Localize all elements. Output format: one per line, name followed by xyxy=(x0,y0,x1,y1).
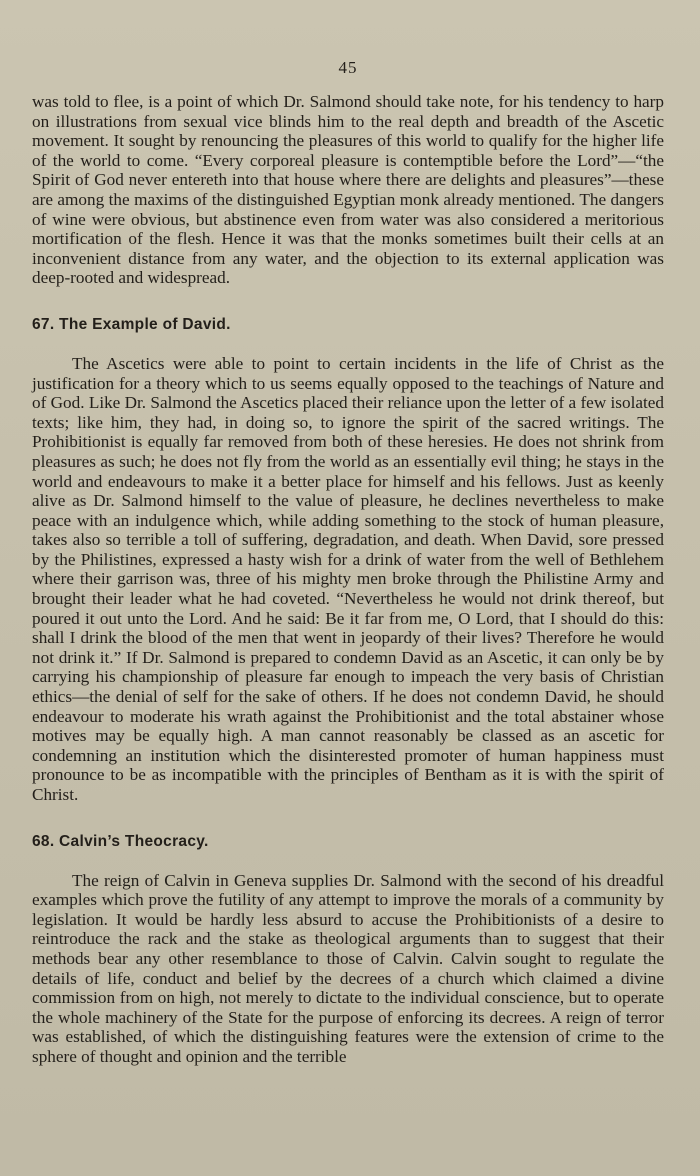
paragraph-continuation: was told to flee, is a point of which Dr. Salmond should take note, for his tendency to harp on illustrations from sexual vice blinds him to the real depth and breadth of the Ascetic movement. It sought by renouncing the pleasures of this world to qualify for the higher life of the world to come. “Every corporeal pleasure is contemptible before the Lord”—“the Spirit of God never entereth into that house where there are delights and pleasures”—these are among the maxims of the distinguished Egyptian monk already mentioned. The dangers of wine were obvious, but abstinence even from water was also considered a meritorious mortification of the flesh. Hence it was that the monks sometimes built their cells at an inconvenient distance from any water, and the objection to its external application was deep-rooted and widespread. xyxy=(32,92,664,288)
page-number: 45 xyxy=(338,58,358,77)
paragraph-calvins-theocracy: The reign of Calvin in Geneva supplies Dr. Salmond with the second of his dreadful examples which prove the futility of any attempt to improve the morals of a community by legislation. It would be hardly less absurd to accuse the Prohibitionists of a desire to reintroduce the rack and the stake as theological arguments than to suggest that their methods bear any other resemblance to those of Calvin. Calvin sought to regulate the details of life, conduct and belief by the decrees of a church which claimed a divine commission from on high, not merely to dictate to the individual conscience, but to operate the whole machinery of the State for the purpose of enforcing its decrees. A reign of terror was established, of which the distinguishing features were the extension of crime to the sphere of thought and opinion and the terrible xyxy=(32,870,664,1066)
section-heading-68: 68. Calvin’s Theocracy. xyxy=(32,832,209,850)
section-heading-67: 67. The Example of David. xyxy=(32,315,231,333)
paragraph-example-of-david: The Ascetics were able to point to certain incidents in the life of Christ as the justification for a theory which to us seems equally opposed to the teachings of Nature and of God. Like Dr. Salmond the Ascetics placed their reliance upon the letter of a few isolated texts; like him, they had, in doing so, to ignore the spirit of the sacred writings. The Prohibitionist is equally far removed from both of these heresies. He does not shrink from pleasures as such; he does not fly from the world as an essentially evil thing; he stays in the world and endeavours to make it a better place for himself and his fellows. Just as keenly alive as Dr. Salmond himself to the value of pleasure, he declines nevertheless to make peace with an indulgence which, while adding something to the stock of human pleasure, takes also so terrible a toll of suffering, degradation, and death. When David, sore pressed by the Philistines, expressed a hasty wish for a drink of water from the well of Bethlehem where their garrison was, three of his mighty men broke through the Philistine Army and brought their leader what he had coveted. “Nevertheless he would not drink thereof, but poured it out unto the Lord. And he said: Be it far from me, O Lord, that I should do this: shall I drink the blood of the men that went in jeopardy of their lives? Therefore he would not drink it.” If Dr. Salmond is prepared to condemn David as an Ascetic, it can only be by carrying his championship of pleasure far enough to impeach the very basis of Christian ethics—the denial of self for the sake of others. If he does not condemn David, he should endeavour to moderate his wrath against the Prohibitionist and the total abstainer whose motives may be equally high. A man cannot reasonably be classed as an ascetic for condemning an institution which the disinterested promoter of human happiness must pronounce to be as incompatible with the principles of Bentham as it is with the spirit of Christ. xyxy=(32,353,664,804)
